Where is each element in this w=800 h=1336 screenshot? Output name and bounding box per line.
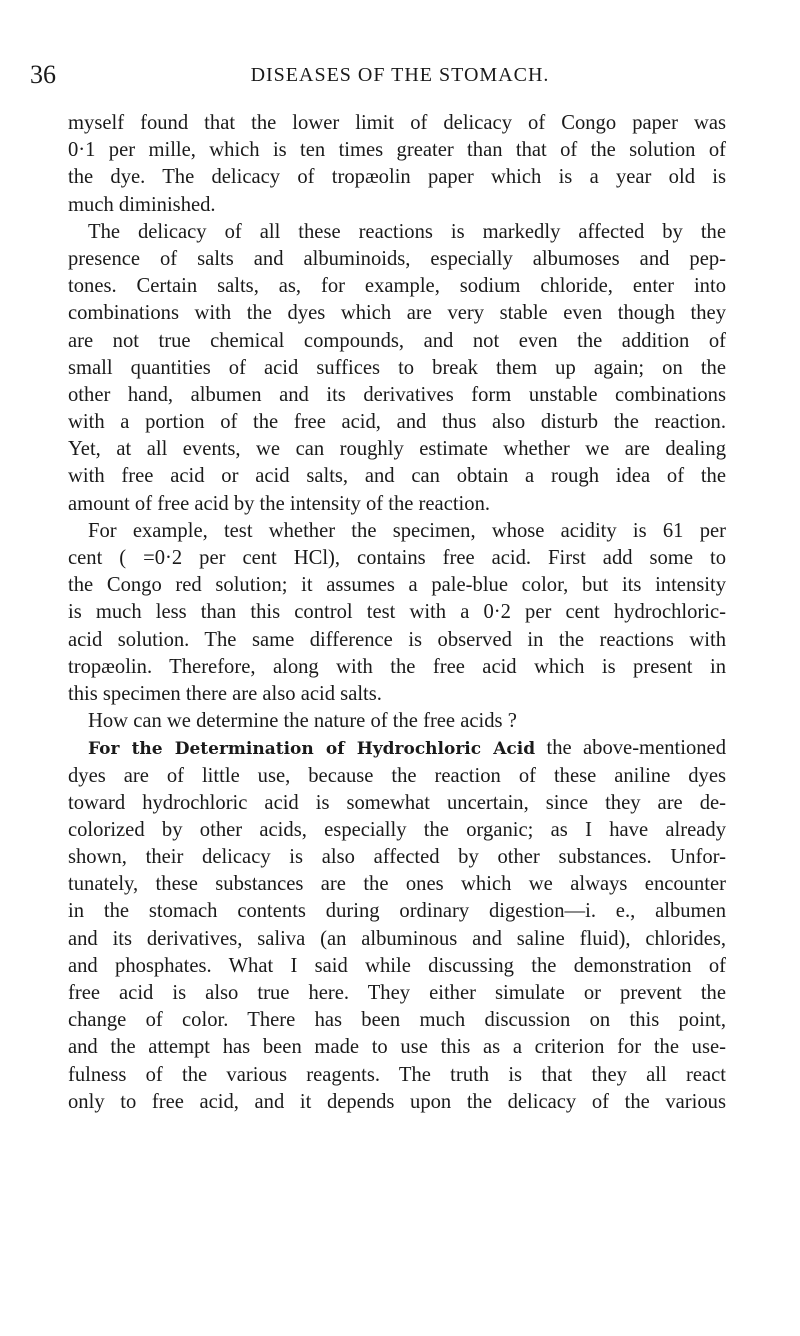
text-line: with a portion of the free acid, and thus also disturb the reaction. <box>68 411 726 434</box>
text-line: fulness of the various reagents. The truth is that they all react <box>68 1063 726 1086</box>
text-line: and the attempt has been made to use this as a criterion for the use- <box>68 1036 726 1059</box>
text-line: with free acid or acid salts, and can obtain a rough idea of the <box>68 465 726 488</box>
text-line: toward hydrochloric acid is somewhat uncertain, since they are de- <box>68 791 726 814</box>
text-line: and phosphates. What I said while discussing the demonstration of <box>68 954 726 977</box>
text-line: The delicacy of all these reactions is markedly affected by the <box>88 220 726 243</box>
text-line: cent ( =0·2 per cent HCl), contains free acid. First add some to <box>68 547 726 569</box>
text-line: Yet, at all events, we can roughly estimate whether we are dealing <box>68 438 726 461</box>
text-line: change of color. There has been much discussion on this point, <box>68 1009 726 1032</box>
text-line: acid solution. The same difference is observed in the reactions with <box>68 628 726 651</box>
text-line: is much less than this control test with a 0·2 per cent hydrochloric- <box>68 601 726 624</box>
text-line: dyes are of little use, because the reaction of these aniline dyes <box>68 764 726 787</box>
body-text <box>68 110 726 1116</box>
text-line: myself found that the lower limit of delicacy of Congo paper was <box>68 112 726 134</box>
text-line: and its derivatives, saliva (an albuminous and saline fluid), chlorides, <box>68 927 726 950</box>
text-line: How can we determine the nature of the free acids ? <box>88 710 517 733</box>
text-line: colorized by other acids, especially the organic; as I have already <box>68 818 726 841</box>
text-line: amount of free acid by the intensity of the reaction. <box>68 492 491 515</box>
page-number: 36 <box>30 60 56 89</box>
text-line: tones. Certain salts, as, for example, sodium chloride, enter into <box>68 275 726 298</box>
section-heading: For the Determination of Hydrochloric Acid <box>88 739 536 760</box>
text-line: For example, test whether the specimen, whose acidity is 61 per <box>88 519 726 542</box>
text-line: this specimen there are also acid salts. <box>68 682 382 705</box>
text-line: 0·1 per mille, which is ten times greater than that of the solution of <box>68 139 726 162</box>
text-line: tropæolin. Therefore, along with the free acid which is present in <box>68 655 726 678</box>
text-line-with-heading <box>68 735 726 762</box>
text-line: tunately, these substances are the ones which we always encounter <box>68 873 726 896</box>
text-line: free acid is also true here. They either simulate or prevent the <box>68 982 726 1004</box>
text-line: much diminished. <box>68 193 216 216</box>
text-line: only to free acid, and it depends upon the delicacy of the various <box>68 1090 726 1113</box>
text-line: the Congo red solution; it assumes a pale-blue color, but its intensity <box>68 574 726 597</box>
text-line: presence of salts and albuminoids, especially albumoses and pep- <box>68 247 726 270</box>
text-line: shown, their delicacy is also affected by other substances. Unfor- <box>68 846 726 869</box>
running-head <box>30 60 770 96</box>
text-line: are not true chemical compounds, and not even the addition of <box>68 329 726 352</box>
text-line: combinations with the dyes which are very stable even though they <box>68 302 726 325</box>
running-title: DISEASES OF THE STOMACH. <box>250 64 550 86</box>
text-line: small quantities of acid suffices to break them up again; on the <box>68 356 726 379</box>
heading-line-rest: the above-mentioned <box>535 737 726 760</box>
text-line: the dye. The delicacy of tropæolin paper which is a year old is <box>68 166 726 189</box>
text-line: in the stomach contents during ordinary digestion—i. e., albumen <box>68 900 726 923</box>
text-line: other hand, albumen and its derivatives form unstable combinations <box>68 383 726 406</box>
